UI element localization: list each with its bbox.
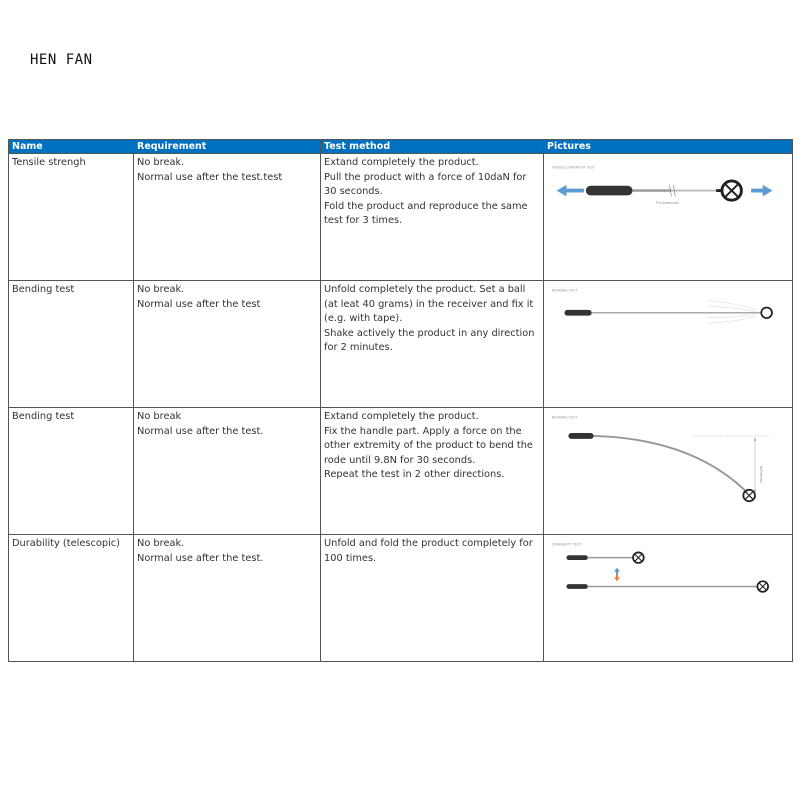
cell-picture [544,154,793,281]
cell-requirement: No break. Normal use after the test. [134,535,321,662]
header-test-method: Test method [321,140,544,154]
header-name: Name [9,140,134,154]
tensile-diagram-icon [547,156,789,278]
cell-name: Bending test [9,408,134,535]
unfold-arrow-icon [614,574,620,581]
cell-name: Durability (telescopic) [9,535,134,662]
fold-arrow-icon [614,568,620,575]
picture-caption: BENDING TEST [551,288,578,293]
cell-picture [544,408,793,535]
cell-requirement: No break. Normal use after the test.test [134,154,321,281]
header-requirement: Requirement [134,140,321,154]
shake-bending-diagram-icon [547,283,789,405]
cell-picture [544,535,793,662]
cell-requirement: No break Normal use after the test. [134,408,321,535]
pull-left-arrow-icon [557,185,584,197]
test-spec-table [8,139,793,662]
cell-method: Unfold and fold the product completely for 100 times. [321,535,544,662]
table-row [9,535,793,662]
brand-name: HEN FAN [30,52,93,68]
load-bending-diagram-icon [547,410,789,532]
cell-picture [544,281,793,408]
cell-name: Bending test [9,281,134,408]
table-row [9,408,793,535]
header-pictures: Pictures [544,140,793,154]
picture-caption: DURABILITY TEST [551,542,582,547]
picture-caption: TENSILE STRENGTH TEST [551,165,595,170]
cell-name: Tensile strengh [9,154,134,281]
picture-sublabel: Deflection [758,465,763,483]
picture-caption: BENDING TEST [551,415,578,420]
cell-method: Extand completely the product. Fix the handle part. Apply a force on the other extremity of the product to bend the rode until 9.8N for 30 seconds. Repeat the test in 2 other directions. [321,408,544,535]
table-row [9,154,793,281]
pull-right-arrow-icon [751,185,772,197]
picture-sublabel: Full extension [655,201,680,206]
table-header-row [9,140,793,154]
cell-method: Unfold completely the product. Set a ball (at leat 40 grams) in the receiver and fix it (e.g. with tape). Shake actively the product in any direction for 2 minutes. [321,281,544,408]
cell-requirement: No break. Normal use after the test [134,281,321,408]
durability-diagram-icon [547,537,789,659]
cell-method: Extand completely the product. Pull the product with a force of 10daN for 30 seconds. Fold the product and reproduce the same test for 3 times. [321,154,544,281]
table-row [9,281,793,408]
